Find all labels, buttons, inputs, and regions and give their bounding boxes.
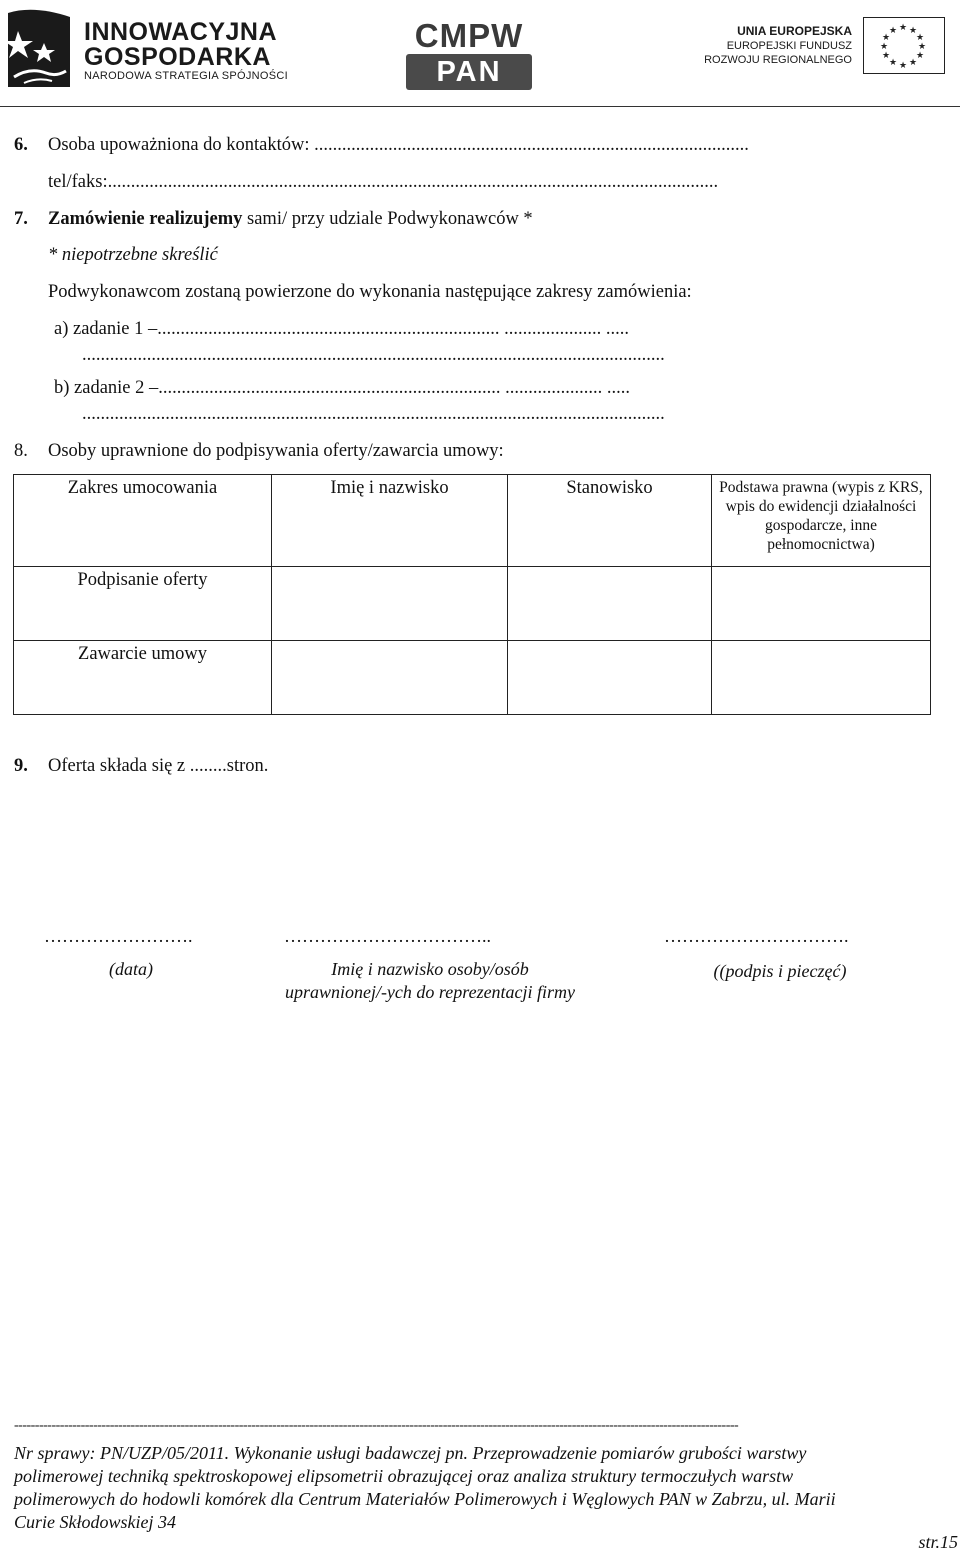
- header-scope: Zakres umocowania: [14, 475, 272, 567]
- page-count-line: Oferta składa się z ........stron.: [48, 756, 269, 776]
- header-name: Imię i nazwisko: [272, 475, 508, 567]
- date-dots: …………………….: [44, 926, 193, 946]
- header-divider: [0, 106, 960, 107]
- authorized-persons-title: Osoby uprawnione do podpisywania oferty/zawarcia umowy:: [48, 441, 504, 461]
- page-number: str.15: [918, 1532, 958, 1552]
- cell-position-contract[interactable]: [508, 641, 712, 715]
- svg-text:★: ★: [898, 22, 908, 32]
- svg-text:★: ★: [888, 57, 898, 67]
- logo-gospodarka-text: GOSPODARKA: [84, 43, 271, 71]
- date-caption: (data): [109, 959, 153, 979]
- cell-position-sign-offer[interactable]: [508, 567, 712, 641]
- footer-line-4: Curie Skłodowskiej 34: [14, 1512, 176, 1532]
- signature-dots: ………………………….: [664, 926, 849, 946]
- contact-person-line: Osoba upoważniona do kontaktów: ..............................................................................................: [48, 135, 749, 155]
- logo-ue-line2: EUROPEJSKI FUNDUSZ: [726, 40, 852, 52]
- logo-ue-line3: ROZWOJU REGIONALNEGO: [704, 54, 852, 66]
- task-1-continuation: ..............................................................................................................................: [82, 345, 665, 365]
- table-row: [14, 641, 931, 715]
- row-label-sign-offer: Podpisanie oferty: [14, 567, 272, 641]
- name-caption-line1: Imię i nazwisko osoby/osób: [331, 959, 529, 979]
- order-realization-line: Zamówienie realizujemy sami/ przy udziale Podwykonawców *: [48, 209, 533, 229]
- logo-ue-line1: UNIA EUROPEJSKA: [737, 24, 852, 38]
- subcontractor-intro: Podwykonawcom zostaną powierzone do wykonania następujące zakresy zamówienia:: [48, 282, 692, 302]
- svg-text:★: ★: [881, 50, 891, 60]
- footer-line-1: Nr sprawy: PN/UZP/05/2011. Wykonanie usługi badawczej pn. Przeprowadzenie pomiarów grubości warstwy: [14, 1443, 807, 1463]
- svg-text:★: ★: [917, 41, 927, 51]
- logo-innowacyjna-text: INNOWACYJNA: [84, 18, 278, 46]
- cell-name-contract[interactable]: [272, 641, 508, 715]
- logo-pan-text: PAN: [406, 54, 532, 90]
- cell-legal-basis-sign-offer[interactable]: [712, 567, 931, 641]
- cell-legal-basis-contract[interactable]: [712, 641, 931, 715]
- task-2-continuation: ..............................................................................................................................: [82, 404, 665, 424]
- table-header-row: [14, 475, 931, 567]
- svg-text:★: ★: [908, 57, 918, 67]
- svg-text:★: ★: [898, 60, 908, 70]
- section-6-number: 6.: [14, 135, 28, 155]
- logo-cmpw-text: CMPW: [414, 17, 524, 54]
- phone-fax-line: tel/faks:....................................................................................................................................: [48, 172, 719, 192]
- table-row: [14, 567, 931, 641]
- logo-strategia-text: NARODOWA STRATEGIA SPÓJNOŚCI: [84, 70, 288, 82]
- svg-text:★: ★: [881, 32, 891, 42]
- innowacyjna-gospodarka-logo-mark: [4, 3, 76, 91]
- footer-line-3: polimerowych do hodowli komórek dla Centrum Materiałów Polimerowych i Węglowych PAN w Zabrzu, ul. Marii: [14, 1489, 836, 1509]
- task-1-line: a) zadanie 1 –.......................................................................... ..................... .....: [54, 319, 629, 339]
- svg-text:★: ★: [888, 25, 898, 35]
- section-9-number: 9.: [14, 756, 28, 776]
- header-legal-basis: Podstawa prawna (wypis z KRS, wpis do ewidencji działalności gospodarcze, inne pełnomocnictwa): [712, 475, 931, 567]
- signature-caption: ((podpis i pieczęć): [713, 961, 847, 981]
- section-7-number: 7.: [14, 209, 28, 229]
- svg-text:★: ★: [915, 32, 925, 42]
- cell-name-sign-offer[interactable]: [272, 567, 508, 641]
- footer-line-2: polimerowej techniką spektroskopowej elipsometrii obrazującej oraz analiza struktury termoczułych warstw: [14, 1466, 794, 1486]
- row-label-contract: Zawarcie umowy: [14, 641, 272, 715]
- strike-note: * niepotrzebne skreślić: [48, 245, 218, 265]
- eu-flag-icon: [863, 17, 945, 74]
- task-2-line: b) zadanie 2 –.......................................................................... ..................... .....: [54, 378, 631, 398]
- svg-text:★: ★: [915, 50, 925, 60]
- section-8-number: 8.: [14, 441, 28, 461]
- footer-separator: ------------------------------------------------------------------------------------------------------------------------------------------------------------------------------: [14, 1419, 739, 1433]
- header-position: Stanowisko: [508, 475, 712, 567]
- name-caption-line2: uprawnionej/-ych do reprezentacji firmy: [284, 982, 576, 1002]
- authorized-persons-table: [13, 474, 931, 715]
- name-dots: ……………………………..: [284, 926, 491, 946]
- svg-text:★: ★: [908, 25, 918, 35]
- svg-text:★: ★: [879, 41, 889, 51]
